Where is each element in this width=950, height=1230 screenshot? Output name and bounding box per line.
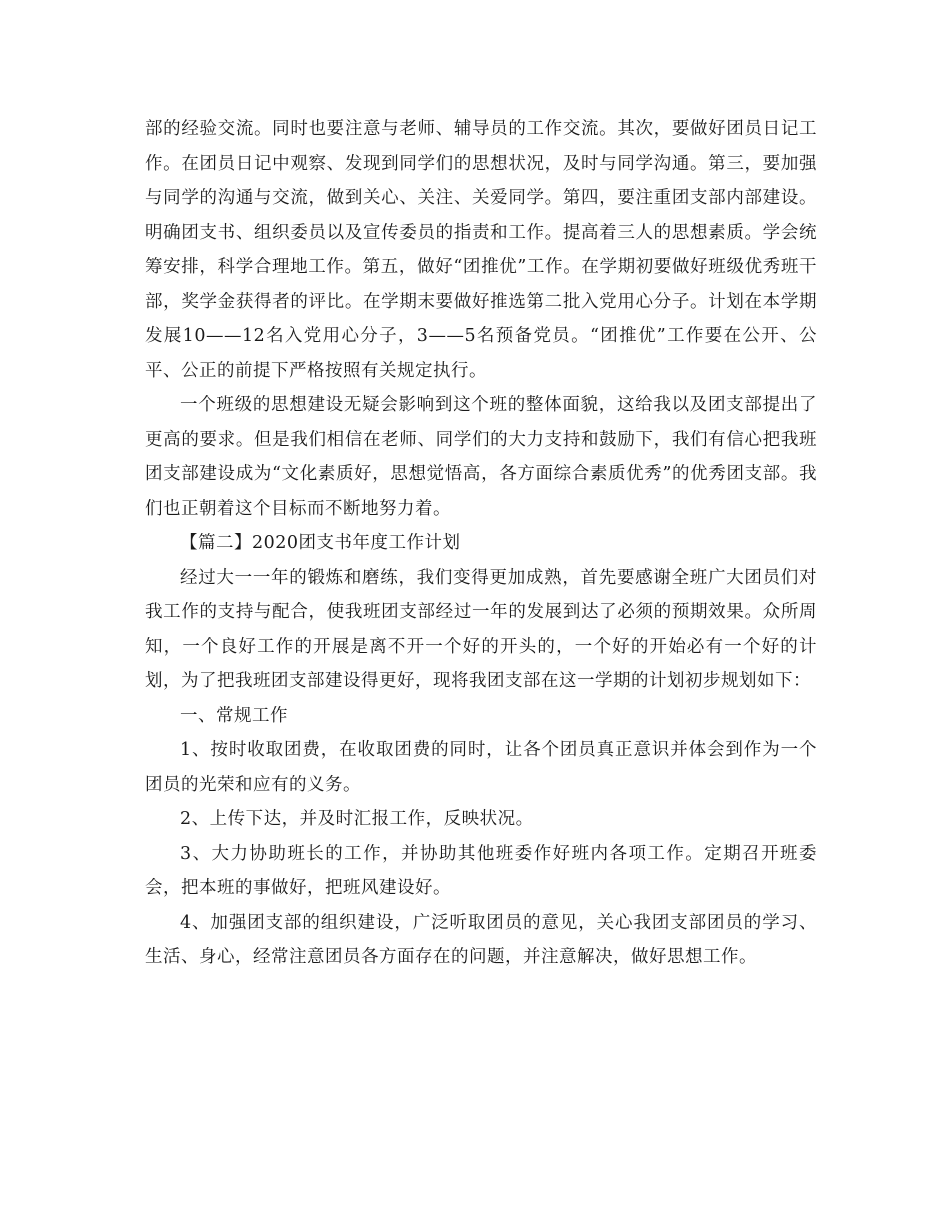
document-body — [145, 112, 817, 975]
body-paragraph: 一个班级的思想建设无疑会影响到这个班的整体面貌，这给我以及团支部提出了更高的要求。但是我们相信在老师、同学们的大力支持和鼓励下，我们有信心把我班团支部建设成为“文化素质好，思想觉悟高，各方面综合素质优秀”的优秀团支部。我们也正朝着这个目标而不断地努力着。 — [145, 395, 817, 519]
subsection-heading: 一、常规工作 — [180, 705, 288, 726]
list-item: 4、加强团支部的组织建设，广泛听取团员的意见，关心我团支部团员的学习、生活、身心，经常注意团员各方面存在的问题，并注意解决，做好思想工作。 — [145, 912, 817, 967]
list-item: 3、大力协助班长的工作，并协助其他班委作好班内各项工作。定期召开班委会，把本班的事做好，把班风建设好。 — [145, 843, 817, 898]
list-item: 2、上传下达，并及时汇报工作，反映状况。 — [180, 809, 534, 829]
body-paragraph: 经过大一一年的锻炼和磨练，我们变得更加成熟，首先要感谢全班广大团员们对我工作的支持与配合，使我班团支部经过一年的发展到达了必须的预期效果。众所周知，一个良好工作的开展是离不开一个好的开头的，一个好的开始必有一个好的计划，为了把我班团支部建设得更好，现将我团支部在这一学期的计划初步规划如下： — [145, 567, 817, 691]
section-heading: 【篇二】2020团支书年度工作计划 — [180, 533, 461, 553]
list-item: 1、按时收取团费，在收取团费的同时，让各个团员真正意识并体会到作为一个团员的光荣和应有的义务。 — [145, 740, 817, 795]
body-paragraph: 部的经验交流。同时也要注意与老师、辅导员的工作交流。其次，要做好团员日记工作。在团员日记中观察、发现到同学们的思想状况，及时与同学沟通。第三，要加强与同学的沟通与交流，做到关心、关注、关爱同学。第四，要注重团支部内部建设。明确团支书、组织委员以及宣传委员的指责和工作。提高着三人的思想素质。学会统筹安排，科学合理地工作。第五，做好“团推优”工作。在学期初要做好班级优秀班干部，奖学金获得者的评比。在学期末要做好推选第二批入党用心分子。计划在本学期发展10——12名入党用心分子，3——5名预备党员。“团推优”工作要在公开、公平、公正的前提下严格按照有关规定执行。 — [145, 119, 817, 381]
